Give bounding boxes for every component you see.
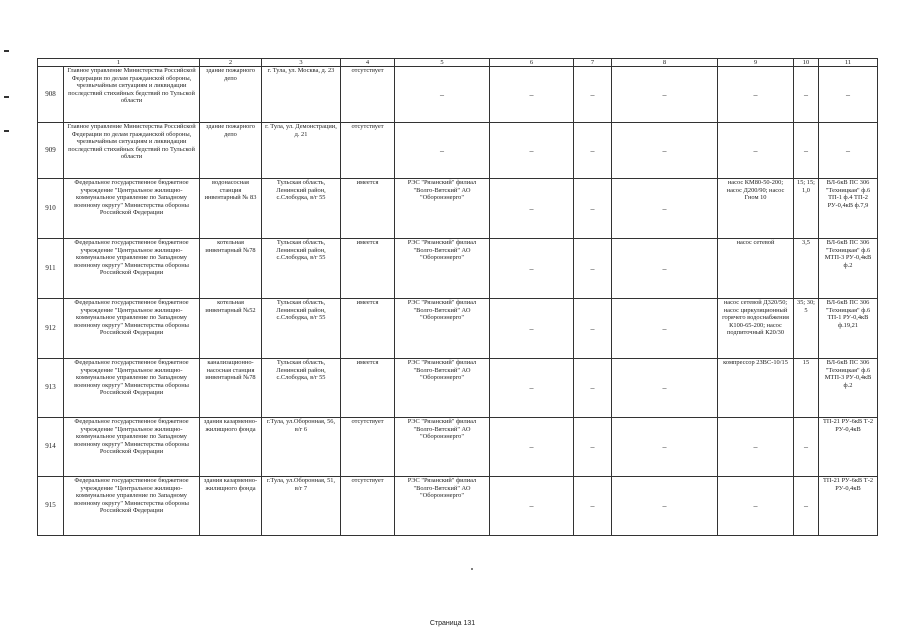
organization-cell: Главное управление Министерства Российской Федерации по делам гражданской обороны, чрезвычайным ситуациям и ликвидации последствий стихийных бедствий по Тульской области	[64, 123, 200, 179]
table-row	[38, 123, 878, 179]
equipment-cell: –	[718, 477, 794, 536]
col7-cell: –	[574, 477, 612, 536]
col8-cell: –	[612, 123, 718, 179]
address-cell: г. Тула, ул. Москва, д. 23	[262, 67, 341, 123]
equipment-cell: –	[718, 418, 794, 477]
table-row	[38, 239, 878, 299]
status-cell: отсутствует	[341, 477, 395, 536]
object-cell: котельная инвентарный №78	[200, 239, 262, 299]
address-cell: Тульская область, Ленинский район, с.Слободка, в/г 55	[262, 179, 341, 239]
col8-cell: –	[612, 418, 718, 477]
col7-cell: –	[574, 418, 612, 477]
power-cell: 15	[794, 359, 819, 418]
col7-cell: –	[574, 299, 612, 359]
status-cell: имеется	[341, 359, 395, 418]
equipment-cell: –	[718, 123, 794, 179]
status-cell: имеется	[341, 179, 395, 239]
column-number-row	[38, 59, 878, 67]
grid-org-cell: –	[395, 67, 490, 123]
row-number: 913	[38, 359, 64, 418]
object-cell: здание пожарного депо	[200, 67, 262, 123]
col8-cell: –	[612, 239, 718, 299]
col7-cell: –	[574, 239, 612, 299]
row-number: 908	[38, 67, 64, 123]
col6-cell: –	[490, 179, 574, 239]
col6-cell: –	[490, 299, 574, 359]
col8-cell: –	[612, 359, 718, 418]
col8-cell: –	[612, 299, 718, 359]
organization-cell: Федеральное государственное бюджетное учреждение "Центральное жилищно-коммунальное управление по Западному военному округу" Министерства обороны Российской Федерации	[64, 418, 200, 477]
col8-cell: –	[612, 179, 718, 239]
col8-cell: –	[612, 477, 718, 536]
equipment-cell: насос сетевой	[718, 239, 794, 299]
object-cell: здания казарменно-жилищного фонда	[200, 418, 262, 477]
table-row	[38, 67, 878, 123]
address-cell: г.Тула, ул.Оборонная, 56, в/г 6	[262, 418, 341, 477]
grid-org-cell: РЭС "Рязанский" филиал "Волго-Вятский" АО "Оборонэнерго"	[395, 239, 490, 299]
scan-dot	[471, 568, 473, 570]
grid-org-cell: –	[395, 123, 490, 179]
row-number: 911	[38, 239, 64, 299]
organization-cell: Главное управление Министерства Российской Федерации по делам гражданской обороны, чрезвычайным ситуациям и ликвидации последствий стихийных бедствий по Тульской области	[64, 67, 200, 123]
line-cell: ВЛ-6кВ ПС 306 "Техницкая" ф.6 МТП-3 РУ-0,4кВ ф.2	[819, 359, 878, 418]
power-cell: 15; 15; 1,0	[794, 179, 819, 239]
organization-cell: Федеральное государственное бюджетное учреждение "Центральное жилищно-коммунальное управление по Западному военному округу" Министерства обороны Российской Федерации	[64, 477, 200, 536]
status-cell: отсутствует	[341, 67, 395, 123]
address-cell: г.Тула, ул.Оборонная, 51, в/г 7	[262, 477, 341, 536]
object-cell: водонасосная станция инвентарный № 83	[200, 179, 262, 239]
line-cell: ВЛ-6кВ ПС 306 "Техницкая" ф.6 ТП-1 ф.4 ТП-2 РУ-0,4кВ ф.7,9	[819, 179, 878, 239]
object-cell: здание пожарного депо	[200, 123, 262, 179]
col-header-2: 2	[200, 59, 262, 67]
grid-org-cell: РЭС "Рязанский" филиал "Волго-Вятский" АО "Оборонэнерго"	[395, 299, 490, 359]
grid-org-cell: РЭС "Рязанский" филиал "Волго-Вятский" АО "Оборонэнерго"	[395, 179, 490, 239]
address-cell: Тульская область, Ленинский район, с.Слободка, в/г 55	[262, 239, 341, 299]
col6-cell: –	[490, 359, 574, 418]
status-cell: отсутствует	[341, 123, 395, 179]
col-header-4: 4	[341, 59, 395, 67]
power-cell: –	[794, 477, 819, 536]
line-cell: ВЛ-6кВ ПС 306 "Техницкая" ф.6 МТП-3 РУ-0,4кВ ф.2	[819, 239, 878, 299]
power-cell: –	[794, 67, 819, 123]
row-number: 915	[38, 477, 64, 536]
table-row	[38, 179, 878, 239]
power-cell: –	[794, 123, 819, 179]
col-header-6: 6	[490, 59, 574, 67]
data-table	[37, 58, 878, 536]
table-row	[38, 477, 878, 536]
status-cell: отсутствует	[341, 418, 395, 477]
col7-cell: –	[574, 359, 612, 418]
line-cell: ВЛ-6кВ ПС 306 "Техницкая" ф.6 ТП-1 РУ-0,4кВ ф.19,21	[819, 299, 878, 359]
row-number: 910	[38, 179, 64, 239]
col-header-8: 8	[612, 59, 718, 67]
status-cell: имеется	[341, 239, 395, 299]
col6-cell: –	[490, 123, 574, 179]
equipment-cell: насос сетевой Д320/50; насос циркуляционный горячего водоснабжения К100-65-200; насос подпиточный К20/30	[718, 299, 794, 359]
organization-cell: Федеральное государственное бюджетное учреждение "Центральное жилищно-коммунальное управление по Западному военному округу" Министерства обороны Российской Федерации	[64, 299, 200, 359]
equipment-cell: –	[718, 67, 794, 123]
power-cell: –	[794, 418, 819, 477]
col8-cell: –	[612, 67, 718, 123]
binding-mark	[4, 50, 9, 52]
line-cell: ТП-21 РУ-6кВ Т-2 РУ-0,4кВ	[819, 477, 878, 536]
col-header-11: 11	[819, 59, 878, 67]
binding-mark	[4, 96, 9, 98]
status-cell: имеется	[341, 299, 395, 359]
col7-cell: –	[574, 123, 612, 179]
page-number: Страница 131	[429, 620, 476, 627]
organization-cell: Федеральное государственное бюджетное учреждение "Центральное жилищно-коммунальное управление по Западному военному округу" Министерства обороны Российской Федерации	[64, 179, 200, 239]
col6-cell: –	[490, 477, 574, 536]
organization-cell: Федеральное государственное бюджетное учреждение "Центральное жилищно-коммунальное управление по Западному военному округу" Министерства обороны Российской Федерации	[64, 359, 200, 418]
power-cell: 35; 30; 5	[794, 299, 819, 359]
row-number: 909	[38, 123, 64, 179]
col-header-1: 1	[38, 59, 200, 67]
address-cell: Тульская область, Ленинский район, с.Слободка, в/г 55	[262, 299, 341, 359]
equipment-cell: насос КМ80-50-200; насос Д200/90; насос Гном 10	[718, 179, 794, 239]
col7-cell: –	[574, 179, 612, 239]
col-header-10: 10	[794, 59, 819, 67]
grid-org-cell: РЭС "Рязанский" филиал "Волго-Вятский" АО "Оборонэнерго"	[395, 359, 490, 418]
col6-cell: –	[490, 418, 574, 477]
row-number: 914	[38, 418, 64, 477]
object-cell: котельная инвентарный №52	[200, 299, 262, 359]
grid-org-cell: РЭС "Рязанский" филиал "Волго-Вятский" АО "Оборонэнерго"	[395, 418, 490, 477]
table-row	[38, 299, 878, 359]
col-header-5: 5	[395, 59, 490, 67]
col-header-9: 9	[718, 59, 794, 67]
col-header-3: 3	[262, 59, 341, 67]
line-cell: ТП-21 РУ-6кВ Т-2 РУ-0,4кВ	[819, 418, 878, 477]
address-cell: г. Тула, ул. Демонстрации, д. 21	[262, 123, 341, 179]
row-number: 912	[38, 299, 64, 359]
table-row	[38, 418, 878, 477]
line-cell: –	[819, 67, 878, 123]
address-cell: Тульская область, Ленинский район, с.Слободка, в/г 55	[262, 359, 341, 418]
object-cell: здания казарменно-жилищного фонда	[200, 477, 262, 536]
col-header-7: 7	[574, 59, 612, 67]
power-cell: 3,5	[794, 239, 819, 299]
line-cell: –	[819, 123, 878, 179]
organization-cell: Федеральное государственное бюджетное учреждение "Центральное жилищно-коммунальное управление по Западному военному округу" Министерства обороны Российской Федерации	[64, 239, 200, 299]
col6-cell: –	[490, 67, 574, 123]
col6-cell: –	[490, 239, 574, 299]
object-cell: канализационно-насосная станция инвентарный №78	[200, 359, 262, 418]
grid-org-cell: РЭС "Рязанский" филиал "Волго-Вятский" АО "Оборонэнерго"	[395, 477, 490, 536]
binding-mark	[4, 130, 9, 132]
equipment-cell: компрессор 2ЗВС-10/15	[718, 359, 794, 418]
table-row	[38, 359, 878, 418]
col7-cell: –	[574, 67, 612, 123]
